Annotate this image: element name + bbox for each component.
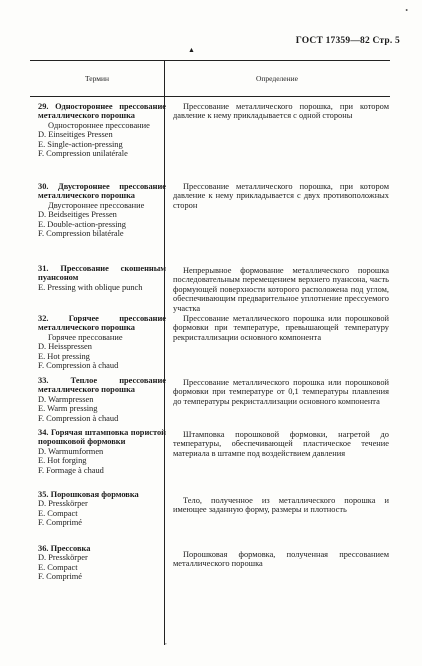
term-title: 34. Горячая штамповка пористой порошковой формовки bbox=[38, 428, 166, 447]
table-top-rule bbox=[30, 60, 390, 61]
term-definition: Прессование металлического порошка, при котором давление к нему прикладывается с двух противоположных сторон bbox=[173, 182, 389, 210]
term-german: D. Presskörper bbox=[38, 553, 88, 563]
term-entry bbox=[38, 264, 166, 292]
term-french: F. Comprimé bbox=[38, 518, 82, 528]
corner-dot: • bbox=[405, 6, 408, 15]
term-entry bbox=[38, 102, 166, 158]
term-english: E. Hot forging bbox=[38, 456, 87, 466]
term-definition: Тело, полученное из металлического порошка и имеющее заданную форму, размеры и плотность bbox=[173, 496, 389, 515]
term-title: 30. Двустороннее прессование металлического порошка bbox=[38, 182, 166, 201]
term-definition: Прессование металлического порошка, при котором давление к нему прикладывается с одной стороны bbox=[173, 102, 389, 121]
term-english: E. Compact bbox=[38, 562, 78, 572]
term-english: E. Double-action-pressing bbox=[38, 219, 126, 229]
term-english: E. Single-action-pressing bbox=[38, 139, 123, 149]
term-entry bbox=[38, 376, 166, 423]
term-definition: Штамповка порошковой формовки, нагретой до температуры, обеспечивающей пластическое течение материала в штампе под воздействием давления bbox=[173, 430, 389, 458]
term-french: F. Compression unilatérale bbox=[38, 149, 128, 159]
term-french: F. Compression à chaud bbox=[38, 361, 119, 371]
term-french: F. Formage à chaud bbox=[38, 465, 104, 475]
term-title: 33. Теплое прессование металлического порошка bbox=[38, 376, 166, 395]
column-header-term: Термин bbox=[84, 74, 110, 83]
term-synonym: Горячее прессование bbox=[48, 332, 123, 342]
term-english: E. Warm pressing bbox=[38, 404, 98, 414]
term-german: D. Warmpressen bbox=[38, 394, 94, 404]
term-definition: Прессование металлического порошка или порошковой формовки при температуре от 0,1 температуры плавления до температуры рекристаллизации основного компонента bbox=[173, 378, 389, 406]
term-german: D. Warmumformen bbox=[38, 446, 104, 456]
term-title: 36. Прессовка bbox=[38, 544, 91, 553]
term-title: 29. Одностороннее прессование металлического порошка bbox=[38, 102, 166, 121]
term-definition: Прессование металлического порошка или порошковой формовки при температуре, превышающей температуру рекристаллизации основного компонента bbox=[173, 314, 389, 342]
column-header-definition: Определение bbox=[256, 74, 298, 83]
term-french: F. Compression bilatérale bbox=[38, 229, 124, 239]
term-german: D. Einseitiges Pressen bbox=[38, 130, 113, 140]
term-english: E. Hot pressing bbox=[38, 351, 90, 361]
term-entry bbox=[38, 428, 166, 475]
terms-table bbox=[30, 60, 390, 645]
term-german: D. Beidseitiges Pressen bbox=[38, 210, 117, 220]
term-german: D. Heisspressen bbox=[38, 342, 92, 352]
term-entry bbox=[38, 182, 166, 238]
page-header: ГОСТ 17359—82 Стр. 5 bbox=[295, 36, 400, 46]
term-title: 31. Прессование скошенным пуансоном bbox=[38, 264, 166, 283]
term-definition: Непрерывное формование металлического порошка последовательным перемещением верхнего пуансона, часть формующей поверхности которого расположена под углом, обеспечивающим предварительное уплотнение прессуемого участка bbox=[173, 266, 389, 313]
term-german: D. Presskörper bbox=[38, 499, 88, 509]
term-english: E. Pressing with oblique punch bbox=[38, 282, 143, 292]
term-entry bbox=[38, 490, 166, 528]
footer-mark: , bbox=[165, 638, 167, 646]
term-entry bbox=[38, 314, 166, 370]
term-definition: Порошковая формовка, полученная прессованием металлического порошка bbox=[173, 550, 389, 569]
term-synonym: Одностороннее прессование bbox=[48, 120, 150, 130]
term-english: E. Compact bbox=[38, 508, 78, 518]
term-title: 32. Горячее прессование металлического порошка bbox=[38, 314, 166, 333]
term-french: F. Comprimé bbox=[38, 572, 82, 582]
term-french: F. Compression à chaud bbox=[38, 413, 119, 423]
term-entry bbox=[38, 544, 166, 582]
table-header-rule bbox=[30, 96, 390, 97]
print-mark: ▲ bbox=[188, 46, 195, 54]
term-title: 35. Порошковая формовка bbox=[38, 490, 139, 499]
term-synonym: Двустороннее прессование bbox=[48, 200, 145, 210]
